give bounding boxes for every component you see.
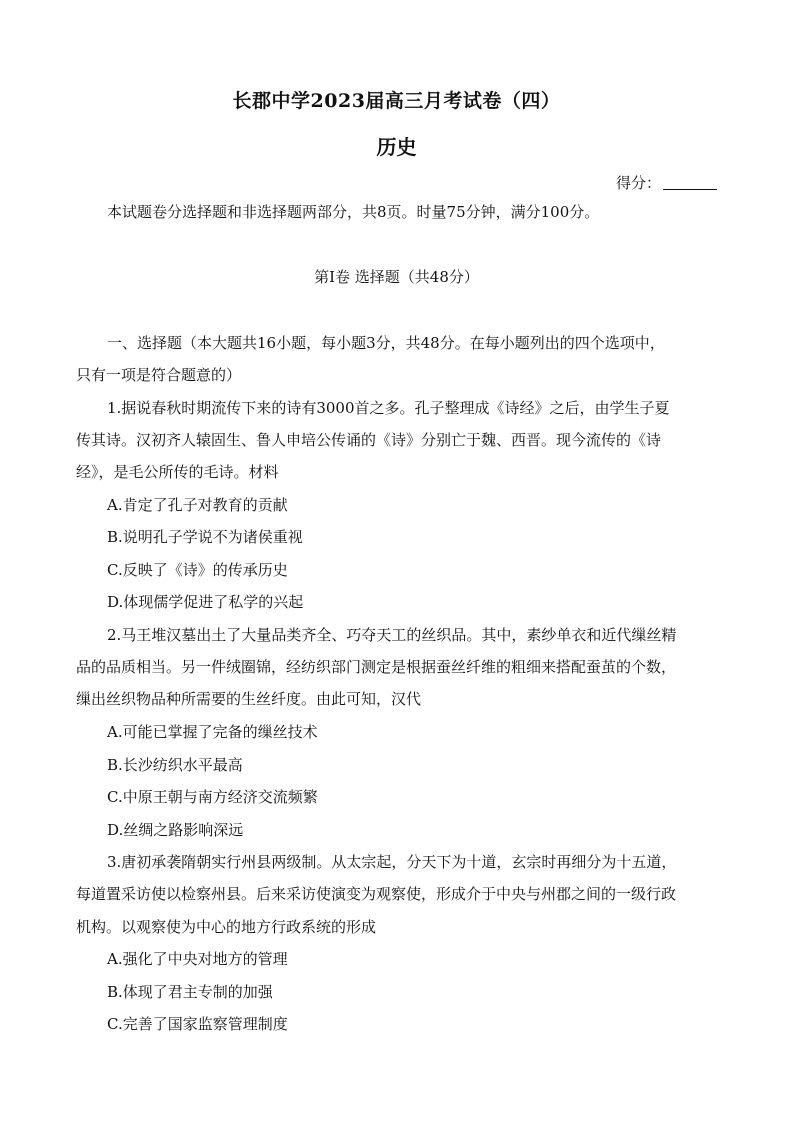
question-2-line-3: 缫出丝织物品种所需要的生丝纤度。由此可知，汉代 [76, 690, 422, 708]
question-3-line-1: 3.唐初承袭隋朝实行州县两级制。从太宗起，分天下为十道，玄宗时再细分为十五道， [107, 853, 677, 871]
question-3-option-a: A.强化了中央对地方的管理 [107, 950, 288, 968]
score-label: 得分： [615, 174, 661, 192]
question-3-option-b: B.体现了君主专制的加强 [107, 983, 273, 1001]
question-3-option-c: C.完善了国家监察管理制度 [107, 1015, 288, 1033]
question-1-line-2: 传其诗。汉初齐人辕固生、鲁人申培公传诵的《诗》分别亡于魏、西晋。现今流传的《诗 [76, 431, 662, 449]
score-field [616, 172, 717, 193]
question-3-line-2: 每道置采访使以检察州县。后来采访使演变为观察使，形成介于中央与州郡之间的一级行政 [76, 885, 677, 903]
exam-intro: 本试题卷分选择题和非选择题两部分，共8页。时量75分钟，满分100分。 [107, 203, 600, 221]
instructions-line-2: 只有一项是符合题意的） [76, 366, 242, 384]
question-1-option-d: D.体现儒学促进了私学的兴起 [107, 593, 304, 611]
score-blank[interactable] [663, 174, 717, 190]
question-2-line-1: 2.马王堆汉墓出土了大量品类齐全、巧夺天工的丝织品。其中，素纱单衣和近代缫丝精 [107, 626, 677, 644]
question-1-option-a: A.肯定了孔子对教育的贡献 [107, 496, 288, 514]
question-2-option-b: B.长沙纺织水平最高 [107, 756, 243, 774]
section-title: 第Ⅰ卷 选择题（共48分） [314, 268, 479, 286]
question-1-line-3: 经》，是毛公所传的毛诗。材料 [76, 463, 279, 481]
question-1-option-b: B.说明孔子学说不为诸侯重视 [107, 528, 303, 546]
question-1-line-1: 1.据说春秋时期流传下来的诗有3000首之多。孔子整理成《诗经》之后，由学生子夏 [107, 399, 670, 417]
subject-title: 历史 [376, 135, 417, 159]
question-2-option-a: A.可能已掌握了完备的缫丝技术 [107, 723, 318, 741]
question-1-option-c: C.反映了《诗》的传承历史 [107, 561, 288, 579]
instructions-line-1: 一、选择题（本大题共16小题，每小题3分，共48分。在每小题列出的四个选项中， [107, 334, 665, 352]
question-3-line-3: 机构。以观察使为中心的地方行政系统的形成 [76, 918, 377, 936]
question-2-option-c: C.中原王朝与南方经济交流频繁 [107, 788, 318, 806]
exam-title: 长郡中学2023届高三月考试卷（四） [232, 90, 561, 112]
question-2-line-2: 品的品质相当。另一件绒圈锦，经纺织部门测定是根据蚕丝纤维的粗细来搭配蚕茧的个数， [76, 658, 677, 676]
question-2-option-d: D.丝绸之路影响深远 [107, 821, 244, 839]
